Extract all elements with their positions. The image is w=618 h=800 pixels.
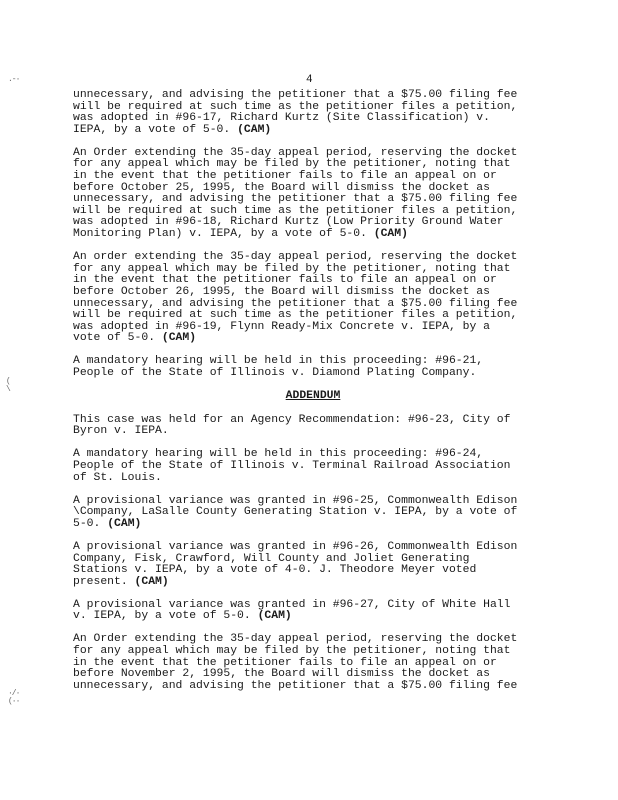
- addendum-paragraph: A provisional variance was granted in #96-27, City of White Hall v. IEPA, by a vote of 5-0. (CAM): [73, 598, 511, 623]
- addendum-paragraph: A mandatory hearing will be held in this proceeding: #96-24, People of the State of Illinois v. Terminal Railroad Association of St. Louis.: [73, 448, 511, 484]
- scan-artifact: ( \: [6, 377, 10, 394]
- document-body: [73, 90, 563, 704]
- addendum-paragraph: A provisional variance was granted in #96-25, Commonwealth Edison \Company, LaSalle County Generating Station v. IEPA, by a vote of 5-0. (CAM): [73, 494, 518, 530]
- addendum-paragraph: This case was held for an Agency Recommendation: #96-23, City of Byron v. IEPA.: [73, 413, 511, 438]
- addendum-paragraph: An Order extending the 35-day appeal period, reserving the docket for any appeal which may be filed by the petitioner, noting that in the event that the petitioner fails to file an appeal on or before November 2, 1995, the Board will dismiss the docket as unnecessary, and advising the petitioner that a $75.00 filing fee: [73, 633, 518, 692]
- addendum-heading: ADDENDUM: [285, 390, 341, 403]
- paragraph: An order extending the 35-day appeal period, reserving the docket for any appeal which may be filed by the petitioner, noting that in the event that the petitioner fails to file an appeal on or before October 26, 1995, the Board will dismiss the docket as unnecessary, and advising the petitioner that a $75.00 filing fee will be required at such time as the petitioner files a petition, was adopted in #96-19, Flynn Ready-Mix Concrete v. IEPA, by a vote of 5-0. (CAM): [73, 251, 518, 345]
- scan-artifact: ·/· (··: [8, 689, 20, 706]
- addendum-paragraph: A provisional variance was granted in #96-26, Commonwealth Edison Company, Fisk, Crawford, Will County and Joliet Generating Stations v. IEPA, by a vote of 4-0. J. Theodore Meyer voted present. (CAM): [73, 540, 518, 588]
- paragraph: A mandatory hearing will be held in this proceeding: #96-21, People of the State of Illinois v. Diamond Plating Company.: [73, 355, 484, 379]
- page-number: 4: [306, 74, 313, 86]
- paragraph: unnecessary, and advising the petitioner that a $75.00 filing fee will be required at such time as the petitioner files a petition, was adopted in #96-17, Richard Kurtz (Site Classification) v. IEPA, by a vote of 5-0. (CAM): [73, 89, 518, 136]
- paragraph: An Order extending the 35-day appeal period, reserving the docket for any appeal which may be filed by the petitioner, noting that in the event that the petitioner fails to file an appeal on or before October 25, 1995, the Board will dismiss the docket as unnecessary, and advising the petitioner that a $75.00 filing fee will be required at such time as the petitioner files a petition, was adopted in #96-18, Richard Kurtz (Low Priority Ground Water Monitoring Plan) v. IEPA, by a vote of 5-0. (CAM): [73, 146, 518, 241]
- scan-artifact: .-·: [8, 75, 20, 84]
